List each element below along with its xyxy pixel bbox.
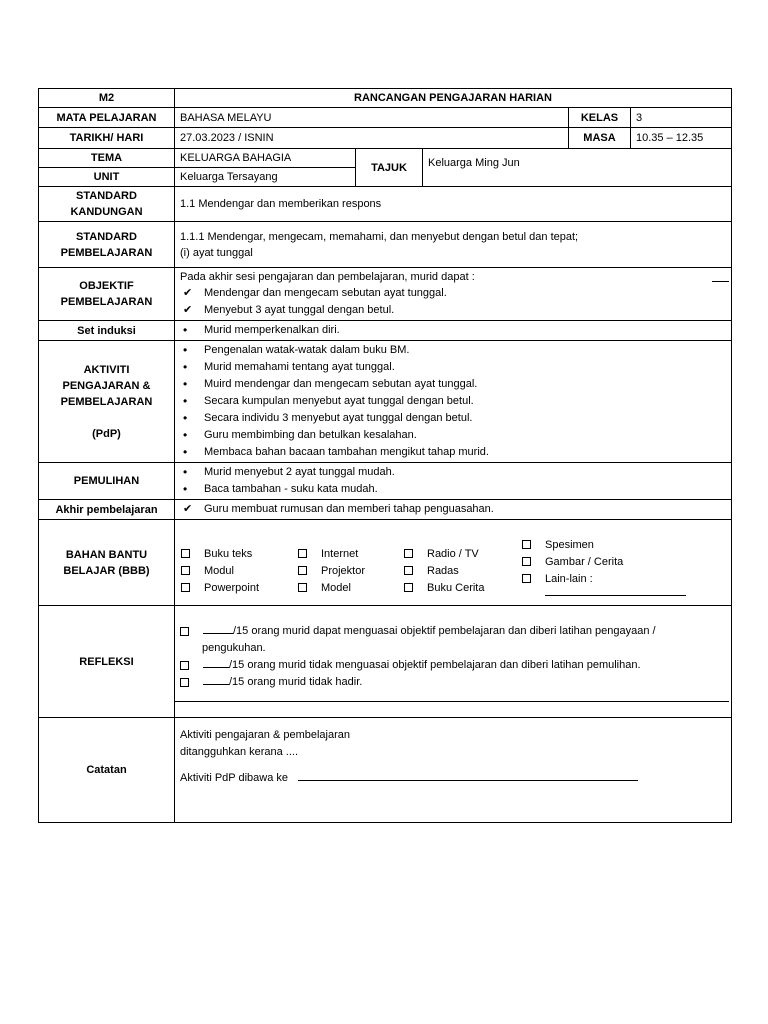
bbb-option: Powerpoint <box>181 580 259 597</box>
set-induksi-cell <box>175 321 732 341</box>
aktiviti-item: • Pengenalan watak-watak dalam buku BM. <box>180 342 726 359</box>
checkbox-icon[interactable] <box>298 549 307 558</box>
bbb-option: Buku teks <box>181 546 259 563</box>
pemulihan-row <box>39 463 732 500</box>
lain-lain-blank[interactable] <box>545 595 686 596</box>
bullet-icon <box>183 481 199 499</box>
mata-pelajaran-value: BAHASA MELAYU <box>175 108 569 128</box>
bullet-icon <box>183 427 199 445</box>
checkbox-icon[interactable] <box>181 549 190 558</box>
akhir-row <box>39 500 732 520</box>
aktiviti-label: AKTIVITI PENGAJARAN & PEMBELAJARAN <box>60 363 153 408</box>
tarikh-row <box>39 128 732 149</box>
set-induksi-row <box>39 321 732 341</box>
bbb-option: Radio / TV <box>404 546 484 563</box>
bbb-row <box>39 520 732 606</box>
aktiviti-item: • Muird mendengar dan mengecam sebutan ayat tunggal. <box>180 376 726 393</box>
bullet-icon <box>183 393 199 411</box>
bbb-option: Gambar / Cerita <box>522 554 686 571</box>
kelas-value: 3 <box>631 108 732 128</box>
akhir-item: ✔ Guru membuat rumusan dan memberi tahap penguasahan. <box>180 501 726 518</box>
objektif-item: ✔ Menyebut 3 ayat tunggal dengan betul. <box>180 302 726 319</box>
bbb-column-3 <box>404 546 484 597</box>
tajuk-label: TAJUK <box>356 149 423 187</box>
tema-label: TEMA <box>39 149 175 168</box>
lesson-plan-table <box>38 88 732 823</box>
refleksi-line-1b: pengukuhan. <box>202 642 266 654</box>
bullet-icon <box>183 359 199 377</box>
aktiviti-item: • Murid memahami tentang ayat tunggal. <box>180 359 726 376</box>
catatan-line-1: Aktiviti pengajaran & pembelajaran <box>180 729 350 741</box>
divider-line <box>175 701 729 702</box>
aktiviti-row <box>39 341 732 463</box>
refleksi-line-3: /15 orang murid tidak hadir. <box>180 674 726 691</box>
objektif-label: OBJEKTIF PEMBELAJARAN <box>39 268 175 321</box>
standard-kandungan-value: 1.1 Mendengar dan memberikan respons <box>175 187 732 222</box>
catatan-line-3: Aktiviti PdP dibawa ke <box>180 770 726 787</box>
unit-value: Keluarga Tersayang <box>175 168 356 187</box>
mata-pelajaran-row <box>39 108 732 128</box>
objektif-row <box>39 268 732 321</box>
checkbox-icon[interactable] <box>180 661 189 670</box>
bbb-column-1 <box>181 546 259 597</box>
checkbox-icon[interactable] <box>404 583 413 592</box>
bbb-option: Buku Cerita <box>404 580 484 597</box>
checkbox-icon[interactable] <box>522 540 531 549</box>
bullet-icon <box>183 376 199 394</box>
checkbox-icon[interactable] <box>181 583 190 592</box>
bullet-icon <box>183 322 199 340</box>
checkbox-icon[interactable] <box>180 627 189 636</box>
header-row <box>39 89 732 108</box>
objektif-cell <box>175 268 732 321</box>
unit-label: UNIT <box>39 168 175 187</box>
pemulihan-cell <box>175 463 732 500</box>
bbb-option: Internet <box>298 546 365 563</box>
akhir-cell <box>175 500 732 520</box>
bbb-label: BAHAN BANTU BELAJAR (BBB) <box>39 520 175 606</box>
checkbox-icon[interactable] <box>298 566 307 575</box>
standard-pembelajaran-line2: (i) ayat tunggal <box>180 246 253 259</box>
objektif-item: ✔ Mendengar dan mengecam sebutan ayat tunggal. <box>180 285 726 302</box>
bbb-option: Spesimen <box>522 537 686 554</box>
standard-pembelajaran-cell <box>175 222 732 268</box>
count-blank[interactable] <box>203 633 233 634</box>
aktiviti-item: • Membaca bahan bacaan tambahan mengikut tahap murid. <box>180 444 726 461</box>
masa-label: MASA <box>569 128 631 149</box>
masa-value: 10.35 – 12.35 <box>631 128 732 149</box>
bullet-icon <box>183 444 199 462</box>
form-code: M2 <box>39 89 175 108</box>
checkbox-icon[interactable] <box>404 566 413 575</box>
pemulihan-item: • Baca tambahan - suku kata mudah. <box>180 481 726 498</box>
tema-row <box>39 149 732 168</box>
bbb-option: Radas <box>404 563 484 580</box>
bbb-option: Lain-lain : <box>522 571 686 588</box>
bbb-column-4 <box>522 537 686 598</box>
checkbox-icon[interactable] <box>298 583 307 592</box>
aktiviti-list <box>180 342 726 461</box>
standard-kandungan-row <box>39 187 732 222</box>
bbb-cell <box>175 520 732 606</box>
catatan-cell <box>175 718 732 823</box>
set-induksi-item: • Murid memperkenalkan diri. <box>180 322 726 339</box>
aktiviti-item: • Guru membimbing dan betulkan kesalahan. <box>180 427 726 444</box>
tarikh-value: 27.03.2023 / ISNIN <box>175 128 569 149</box>
set-induksi-label: Set induksi <box>39 321 175 341</box>
count-blank[interactable] <box>203 684 229 685</box>
standard-pembelajaran-line1: 1.1.1 Mendengar, mengecam, memahami, dan menyebut dengan betul dan tepat; <box>180 230 579 243</box>
mata-pelajaran-label: MATA PELAJARAN <box>39 108 175 128</box>
bbb-column-2 <box>298 546 365 597</box>
refleksi-line-1: /15 orang murid dapat menguasai objektif pembelajaran dan diberi latihan pengayaan / <box>180 623 726 640</box>
bbb-option: Modul <box>181 563 259 580</box>
objektif-intro: Pada akhir sesi pengajaran dan pembelajaran, murid dapat : <box>180 271 475 283</box>
checkbox-icon[interactable] <box>180 678 189 687</box>
bullet-icon <box>183 464 199 482</box>
bullet-icon <box>183 410 199 428</box>
check-icon <box>183 501 199 518</box>
tajuk-value: Keluarga Ming Jun <box>423 149 732 187</box>
stray-line <box>712 281 729 282</box>
aktiviti-item: • Secara individu 3 menyebut ayat tunggal dengan betul. <box>180 410 726 427</box>
bullet-icon <box>183 342 199 360</box>
checkbox-icon[interactable] <box>404 549 413 558</box>
pemulihan-item: • Murid menyebut 2 ayat tunggal mudah. <box>180 464 726 481</box>
bbb-option: Model <box>298 580 365 597</box>
checkbox-icon[interactable] <box>181 566 190 575</box>
tema-value: KELUARGA BAHAGIA <box>175 149 356 168</box>
aktiviti-label-cell <box>39 341 175 463</box>
standard-pembelajaran-row <box>39 222 732 268</box>
refleksi-label: REFLEKSI <box>39 606 175 718</box>
refleksi-line-2: /15 orang murid tidak menguasai objektif pembelajaran dan diberi latihan pemulihan. <box>180 657 726 674</box>
bbb-option: Projektor <box>298 563 365 580</box>
akhir-label: Akhir pembelajaran <box>39 500 175 520</box>
objektif-list <box>180 285 726 319</box>
form-title: RANCANGAN PENGAJARAN HARIAN <box>175 89 732 108</box>
catatan-line-2: ditangguhkan kerana .... <box>180 746 299 758</box>
checkbox-icon[interactable] <box>522 557 531 566</box>
standard-pembelajaran-label: STANDARD PEMBELAJARAN <box>39 222 175 268</box>
tarikh-label: TARIKH/ HARI <box>39 128 175 149</box>
aktiviti-sublabel: (PdP) <box>92 427 121 440</box>
kelas-label: KELAS <box>569 108 631 128</box>
aktiviti-cell <box>175 341 732 463</box>
checkbox-icon[interactable] <box>522 574 531 583</box>
count-blank[interactable] <box>203 667 229 668</box>
catatan-row <box>39 718 732 823</box>
standard-kandungan-label: STANDARD KANDUNGAN <box>39 187 175 222</box>
check-icon <box>183 285 199 302</box>
check-icon <box>183 302 199 319</box>
catatan-label: Catatan <box>39 718 175 823</box>
aktiviti-item: • Secara kumpulan menyebut ayat tunggal dengan betul. <box>180 393 726 410</box>
dibawa-ke-blank[interactable] <box>298 780 638 781</box>
pemulihan-label: PEMULIHAN <box>39 463 175 500</box>
